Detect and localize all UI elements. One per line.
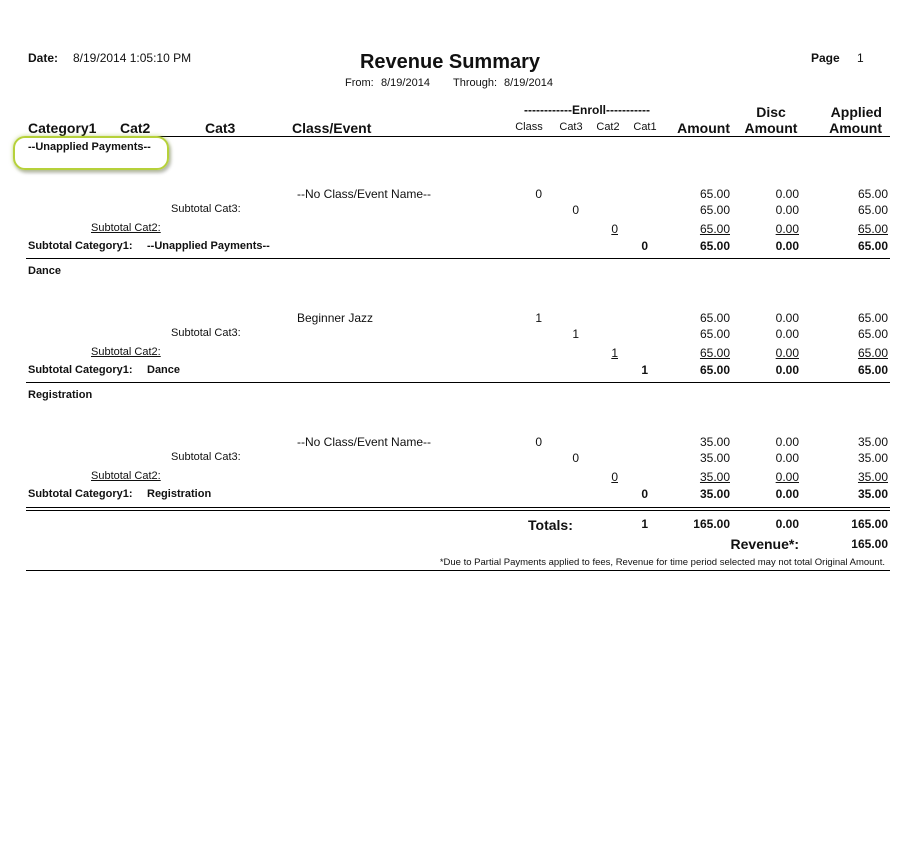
class-enroll: 0 (535, 435, 542, 449)
cat3-enroll: 0 (572, 203, 579, 217)
group-category-name: Registration (28, 389, 93, 401)
group-divider (26, 258, 890, 259)
totals-label: Totals: (528, 517, 573, 533)
subtotal-cat1-name: Dance (147, 364, 181, 376)
cat3-disc: 0.00 (775, 203, 799, 217)
col-enroll-group: ------------Enroll----------- (524, 103, 650, 117)
cat3-disc: 0.00 (775, 327, 799, 341)
col-enroll-cat1: Cat1 (633, 121, 657, 133)
class-enroll: 0 (535, 187, 542, 201)
subtotal-cat1-label: Subtotal Category1: (28, 364, 133, 376)
cat2-amount: 65.00 (699, 346, 730, 360)
totals-enroll: 1 (641, 517, 648, 531)
col-enroll-class: Class (515, 121, 543, 133)
cat1-enroll: 1 (641, 363, 648, 377)
cat2-disc: 0.00 (775, 222, 799, 236)
cat2-applied: 65.00 (857, 222, 888, 236)
totals-rule-bottom (26, 510, 890, 511)
cat2-amount: 65.00 (699, 222, 730, 236)
cat1-enroll: 0 (641, 239, 648, 253)
cat1-disc: 0.00 (775, 487, 799, 501)
col-enroll-cat2: Cat2 (596, 121, 620, 133)
subtotal-cat3-label: Subtotal Cat3: (171, 203, 241, 215)
detail-amount: 65.00 (699, 311, 730, 325)
cat3-amount: 65.00 (699, 327, 730, 341)
subtotal-cat3-label: Subtotal Cat3: (171, 327, 241, 339)
cat1-amount: 65.00 (699, 239, 730, 253)
cat2-enroll: 0 (611, 470, 618, 484)
cat2-enroll: 1 (611, 346, 618, 360)
footnote: *Due to Partial Payments applied to fees, Revenue for time period selected may not total Original Amount. (439, 557, 885, 568)
cat1-amount: 35.00 (699, 487, 730, 501)
cat1-applied: 35.00 (857, 487, 888, 501)
totals-rule-top (26, 507, 890, 508)
cat3-amount: 35.00 (699, 451, 730, 465)
from-value: 8/19/2014 (381, 77, 430, 89)
subtotal-cat1-name: Registration (147, 488, 212, 500)
class-event-name: --No Class/Event Name-- (297, 187, 432, 201)
col-enroll-cat3: Cat3 (559, 121, 583, 133)
detail-applied: 65.00 (857, 187, 888, 201)
class-event-name: Beginner Jazz (297, 311, 374, 325)
footer-rule (26, 570, 890, 571)
col-category1: Category1 (28, 120, 97, 136)
subtotal-cat2-label: Subtotal Cat2: (91, 222, 161, 234)
class-enroll: 1 (535, 311, 542, 325)
col-cat2: Cat2 (120, 120, 151, 136)
detail-amount: 35.00 (699, 435, 730, 449)
cat3-amount: 65.00 (699, 203, 730, 217)
subtotal-cat1-name: --Unapplied Payments-- (147, 240, 270, 252)
totals-applied: 165.00 (851, 517, 888, 531)
cat1-applied: 65.00 (857, 239, 888, 253)
col-class-event: Class/Event (292, 120, 372, 136)
subtotal-cat2-label: Subtotal Cat2: (91, 470, 161, 482)
cat2-amount: 35.00 (699, 470, 730, 484)
cat3-applied: 65.00 (857, 203, 888, 217)
detail-applied: 65.00 (857, 311, 888, 325)
page-label: Page (811, 51, 840, 65)
revenue-value: 165.00 (851, 537, 888, 551)
cat1-applied: 65.00 (857, 363, 888, 377)
subtotal-cat1-label: Subtotal Category1: (28, 240, 133, 252)
col-disc-line2: Amount (744, 120, 798, 136)
cat3-disc: 0.00 (775, 451, 799, 465)
from-label: From: (345, 77, 374, 89)
cat3-enroll: 1 (572, 327, 579, 341)
cat2-disc: 0.00 (775, 346, 799, 360)
subtotal-cat3-label: Subtotal Cat3: (171, 451, 241, 463)
detail-applied: 35.00 (857, 435, 888, 449)
cat3-enroll: 0 (572, 451, 579, 465)
totals-amount: 165.00 (693, 517, 730, 531)
group-category-name: Dance (28, 265, 62, 277)
cat2-applied: 35.00 (857, 470, 888, 484)
page-number: 1 (857, 51, 864, 65)
col-disc-line1: Disc (756, 104, 786, 120)
cat2-disc: 0.00 (775, 470, 799, 484)
cat1-disc: 0.00 (775, 363, 799, 377)
col-applied-line1: Applied (830, 104, 882, 120)
cat3-applied: 65.00 (857, 327, 888, 341)
class-event-name: --No Class/Event Name-- (297, 435, 432, 449)
totals-disc: 0.00 (775, 517, 799, 531)
date-label: Date: (28, 51, 59, 65)
cat1-disc: 0.00 (775, 239, 799, 253)
through-value: 8/19/2014 (504, 77, 553, 89)
detail-disc: 0.00 (775, 435, 799, 449)
col-amount: Amount (677, 120, 730, 136)
cat1-amount: 65.00 (699, 363, 730, 377)
revenue-label: Revenue*: (730, 536, 799, 552)
detail-disc: 0.00 (775, 187, 799, 201)
cat2-applied: 65.00 (857, 346, 888, 360)
date-value: 8/19/2014 1:05:10 PM (73, 51, 192, 65)
subtotal-cat2-label: Subtotal Cat2: (91, 346, 161, 358)
through-label: Through: (453, 77, 498, 89)
cat2-enroll: 0 (611, 222, 618, 236)
page-title: Revenue Summary (359, 51, 541, 73)
col-applied-line2: Amount (829, 120, 882, 136)
detail-disc: 0.00 (775, 311, 799, 325)
subtotal-cat1-label: Subtotal Category1: (28, 488, 133, 500)
detail-amount: 65.00 (699, 187, 730, 201)
cat3-applied: 35.00 (857, 451, 888, 465)
cat1-enroll: 0 (641, 487, 648, 501)
col-cat3: Cat3 (205, 120, 236, 136)
group-divider (26, 382, 890, 383)
group-category-name: --Unapplied Payments-- (28, 141, 151, 153)
